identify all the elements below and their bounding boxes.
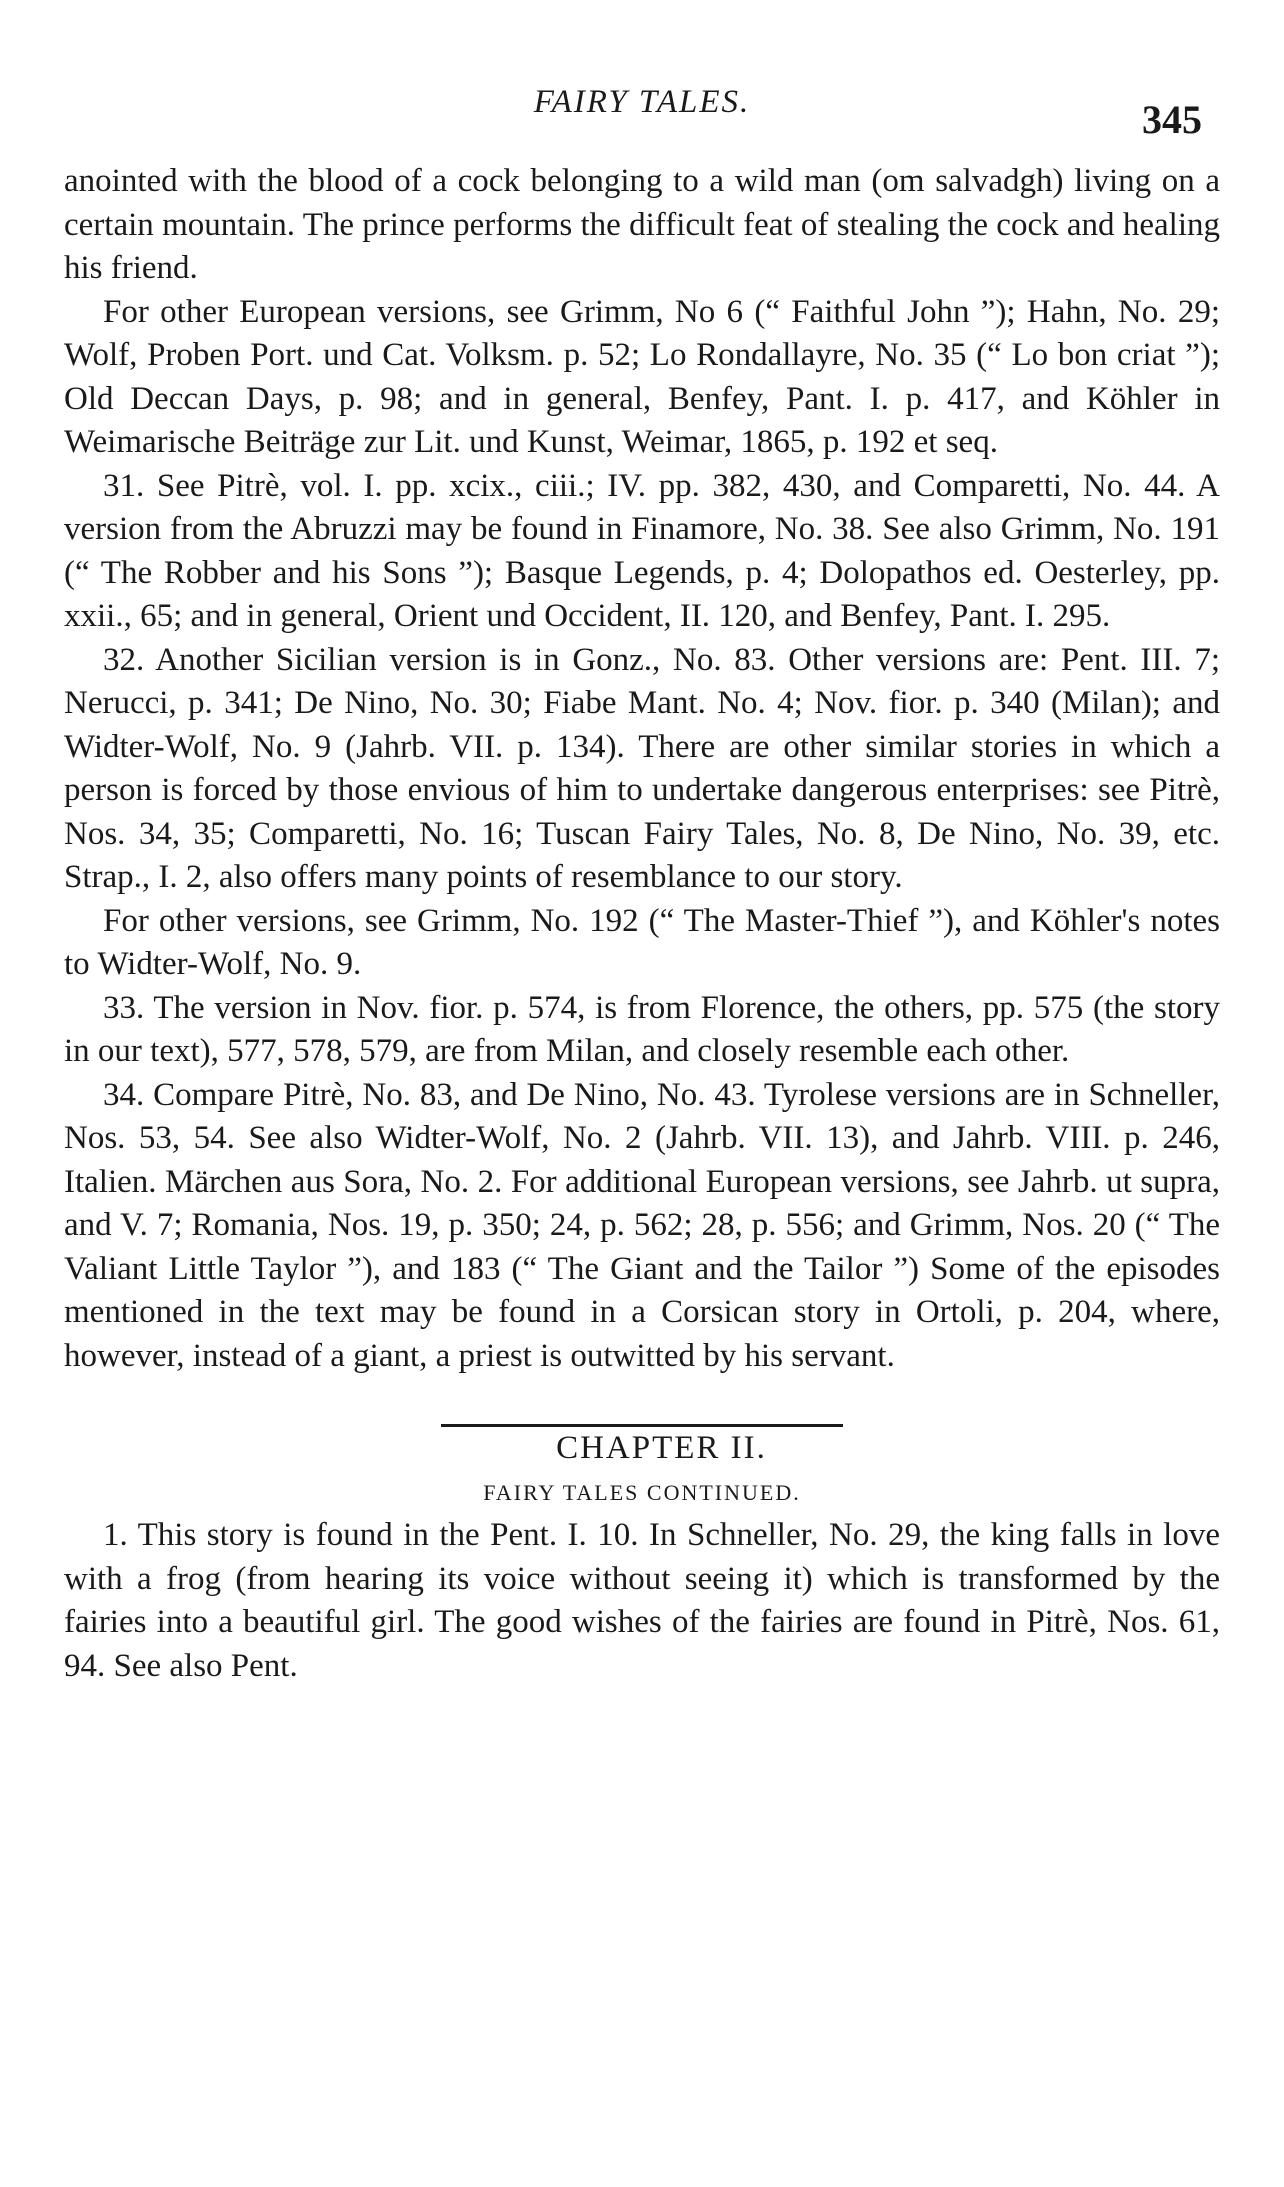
paragraph: 34. Compare Pitrè, No. 83, and De Nino, No. 43. Tyrolese versions are in Schneller, Nos. 53, 54. See also Widter-Wolf, No. 2 (Jahrb. VII. 13), and Jahrb. VIII. p. 246, Italien. Märchen aus Sora, No. 2. For additional European versions, see Jahrb. ut supra, and V. 7; Romania, Nos. 19, p. 350; 24, p. 562; 28, p. 556; and Grimm, Nos. 20 (“ The Valiant Little Taylor ”), and 183 (“ The Giant and the Tailor ”) Some of the episodes mentioned in the text may be found in a Corsican story in Ortoli, p. 204, where, however, instead of a giant, a priest is outwitted by his servant.	[64, 1076, 1220, 1374]
page-number: 345	[1142, 97, 1202, 142]
chapter-title: CHAPTER II.	[556, 1430, 767, 1466]
running-title: FAIRY TALES.	[533, 84, 751, 120]
page-body	[64, 160, 1220, 1688]
chapter-subtitle: FAIRY TALES CONTINUED.	[483, 1479, 801, 1505]
paragraph: 1. This story is found in the Pent. I. 10. In Schneller, No. 29, the king falls in love with a frog (from hearing its voice without seeing it) which is transformed by the fairies into a beautiful girl. The good wishes of the fairies are found in Pitrè, Nos. 61, 94. See also Pent.	[64, 1517, 1220, 1684]
paragraph: For other European versions, see Grimm, No 6 (“ Faithful John ”); Hahn, No. 29; Wolf, Proben Port. und Cat. Volksm. p. 52; Lo Rondallayre, No. 35 (“ Lo bon criat ”); Old Deccan Days, p. 98; and in general, Benfey, Pant. I. p. 417, and Köhler in Weimarische Beiträge zur Lit. und Kunst, Weimar, 1865, p. 192 et seq.	[64, 293, 1220, 460]
paragraph: For other versions, see Grimm, No. 192 (“ The Master-Thief ”), and Köhler's notes to Widter-Wolf, No. 9.	[64, 902, 1220, 982]
paragraph: anointed with the blood of a cock belonging to a wild man (om salvadgh) living on a certain mountain. The prince performs the difficult feat of stealing the cock and healing his friend.	[64, 163, 1220, 286]
paragraph: 31. See Pitrè, vol. I. pp. xcix., ciii.; IV. pp. 382, 430, and Comparetti, No. 44. A version from the Abruzzi may be found in Finamore, No. 38. See also Grimm, No. 191 (“ The Robber and his Sons ”); Basque Legends, p. 4; Dolopathos ed. Oesterley, pp. xxii., 65; and in general, Orient und Occident, II. 120, and Benfey, Pant. I. 295.	[64, 467, 1220, 634]
paragraph: 33. The version in Nov. fior. p. 574, is from Florence, the others, pp. 575 (the story in our text), 577, 578, 579, are from Milan, and closely resemble each other.	[64, 989, 1220, 1069]
paragraph: 32. Another Sicilian version is in Gonz., No. 83. Other versions are: Pent. III. 7; Nerucci, p. 341; De Nino, No. 30; Fiabe Mant. No. 4; Nov. fior. p. 340 (Milan); and Widter-Wolf, No. 9 (Jahrb. VII. p. 134). There are other similar stories in which a person is forced by those envious of him to undertake dangerous enterprises: see Pitrè, Nos. 34, 35; Comparetti, No. 16; Tuscan Fairy Tales, No. 8, De Nino, No. 39, etc. Strap., I. 2, also offers many points of resemblance to our story.	[64, 641, 1220, 895]
